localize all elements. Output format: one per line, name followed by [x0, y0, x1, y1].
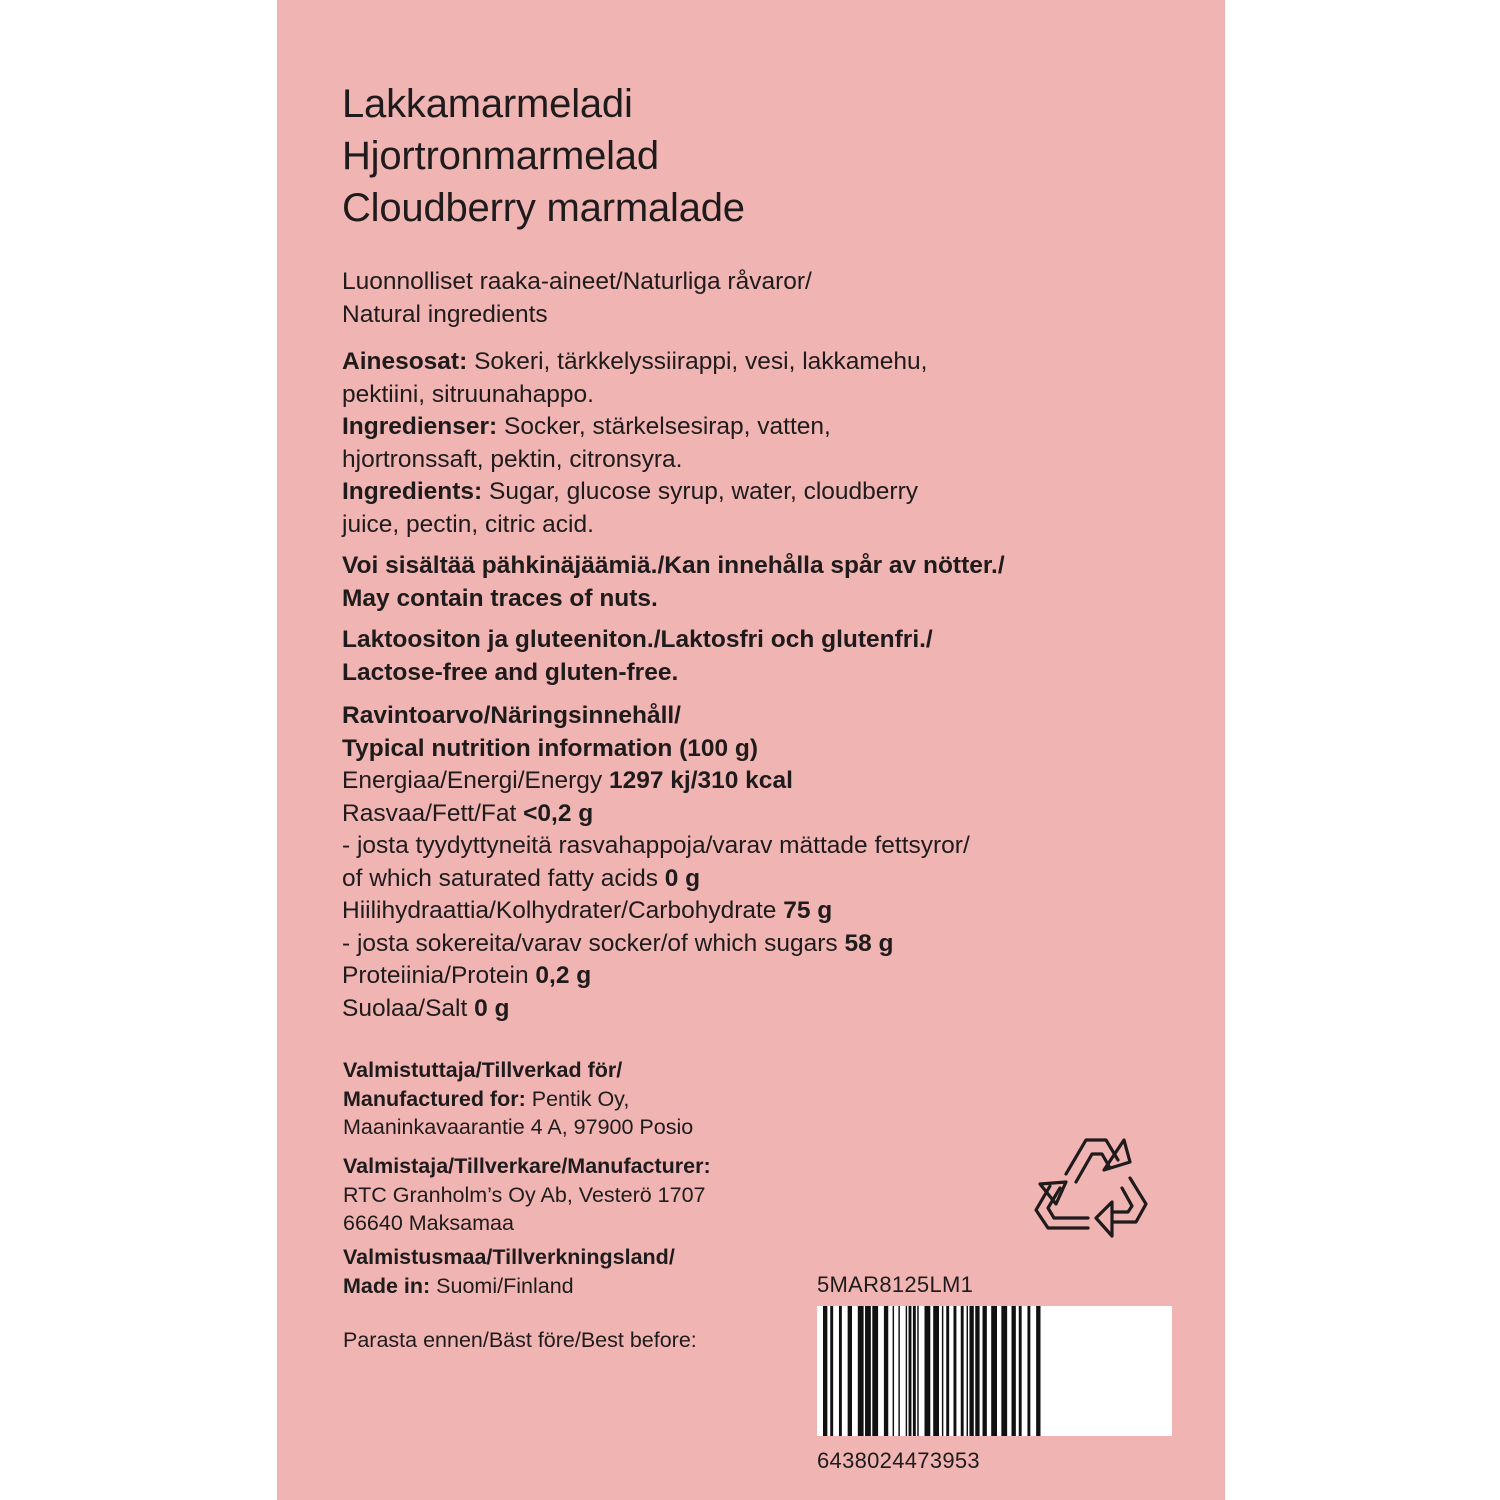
ingredients-fi-text: Sokeri, tärkkelyssiirappi, vesi, lakkamehu,: [467, 348, 928, 375]
nutrition-value: 0,2 g: [535, 962, 592, 989]
nutrition-row-saturated-heading: [342, 830, 970, 863]
barcode-bar: [865, 1306, 871, 1436]
nutrition-value: 0 g: [474, 994, 510, 1022]
barcode-bar: [872, 1306, 878, 1436]
nutrition-table: [342, 700, 970, 1025]
nutrition-value: 1297 kj/310 kcal: [608, 767, 793, 794]
ingredients-sv-label: Ingredienser:: [342, 413, 498, 440]
manufacturer-label: Valmistaja/Tillverkare/Manufacturer:: [343, 1154, 711, 1178]
barcode-bar: [983, 1306, 987, 1436]
made-in-block: [343, 1243, 675, 1300]
barcode-bar: [839, 1306, 842, 1436]
nutrition-label: Hiilihydraattia/Kolhydrater/Carbohydrate: [342, 897, 784, 924]
natural-line-2: Natural ingredients: [342, 300, 548, 328]
barcode-bar: [925, 1306, 931, 1436]
made-in-label-2: Made in:: [343, 1273, 431, 1298]
nut-warning-line-2: May contain traces of nuts.: [342, 584, 658, 612]
ingredients-en-text: Sugar, glucose syrup, water, cloudberry: [482, 478, 919, 505]
nutrition-value: <0,2 g: [523, 799, 594, 827]
title-english: Cloudberry marmalade: [342, 186, 745, 230]
title-swedish: Hjortronmarmelad: [342, 134, 659, 178]
nutrition-label: Suolaa/Salt: [342, 994, 475, 1022]
nut-warning-line-1: Voi sisältää pähkinäjäämiä./Kan innehålla spår av nötter./: [342, 552, 1005, 579]
manufacturer-company: RTC Granholm’s Oy Ab, Vesterö 1707: [343, 1182, 706, 1207]
nutrition-row-protein: [342, 960, 970, 993]
nutrition-row-carbohydrate: [342, 895, 970, 928]
barcode-bar: [1019, 1306, 1022, 1436]
nutrition-value: 0 g: [664, 864, 701, 892]
manufactured-for-label-2: Manufactured for:: [343, 1086, 526, 1111]
nutrition-label: Energiaa/Energi/Energy: [342, 767, 609, 794]
nutrition-header-2: Typical nutrition information (100 g): [342, 734, 759, 762]
made-in-label-1: Valmistusmaa/Tillverkningsland/: [343, 1245, 675, 1269]
ingredients-en-label: Ingredients:: [342, 478, 483, 505]
nut-warning: [342, 550, 1005, 615]
ingredients-sv-text: Socker, stärkelsesirap, vatten,: [497, 413, 831, 440]
barcode-bar: [1036, 1306, 1040, 1436]
barcode-bar: [830, 1306, 833, 1436]
manufacturer-block: [343, 1152, 711, 1238]
nutrition-label: of which saturated fatty acids: [342, 864, 665, 892]
nutrition-row-salt: [342, 993, 970, 1026]
made-in-country: Suomi/Finland: [430, 1273, 574, 1298]
nutrition-label: Proteiinia/Protein: [342, 962, 536, 989]
manufactured-for-block: [343, 1056, 693, 1142]
manufactured-for-company: Pentik Oy,: [525, 1086, 630, 1111]
barcode-bar: [898, 1306, 899, 1436]
nutrition-label: - josta tyydyttyneitä rasvahappoja/varav mättade fettsyror/: [342, 832, 970, 859]
nutrition-label: - josta sokereita/varav socker/of which sugars: [342, 929, 845, 957]
ingredients-sv-text-2: hjortronssaft, pektin, citronsyra.: [342, 445, 683, 473]
barcode-bar: [823, 1306, 827, 1436]
ingredients-fi: [342, 346, 928, 379]
nutrition-value: 75 g: [783, 897, 833, 924]
barcode-bar: [991, 1306, 997, 1436]
barcode-bar: [858, 1306, 864, 1436]
barcode-bar: [884, 1306, 888, 1436]
ean-number: 6438024473953: [817, 1448, 980, 1473]
barcode-bar: [848, 1306, 852, 1436]
nutrition-value: 58 g: [844, 929, 894, 957]
barcode-bar: [917, 1306, 918, 1436]
allergen-free-line-2: Lactose-free and gluten-free.: [342, 658, 679, 686]
manufactured-for-line: [343, 1085, 693, 1114]
barcode-bar: [933, 1306, 939, 1436]
product-title: [342, 78, 745, 234]
ingredients-fi-label: Ainesosat:: [342, 348, 468, 375]
barcode-bar: [909, 1306, 912, 1436]
product-label: [277, 0, 1225, 1500]
nutrition-row-fat: [342, 798, 970, 831]
made-in-line: [343, 1272, 675, 1301]
ingredients-sv: [342, 411, 928, 444]
barcode-bar: [906, 1306, 907, 1436]
title-finnish: Lakkamarmeladi: [342, 82, 633, 126]
barcode-bar: [975, 1306, 979, 1436]
barcode-bar: [942, 1306, 943, 1436]
product-code: 5MAR8125LM1: [817, 1272, 974, 1297]
best-before: Parasta ennen/Bäst före/Best before:: [343, 1328, 697, 1352]
allergen-free-line-1: Laktoositon ja gluteeniton./Laktosfri och glutenfri./: [342, 626, 933, 653]
barcode-bar: [1001, 1306, 1007, 1436]
nutrition-header-1: Ravintoarvo/Näringsinnehåll/: [342, 702, 681, 729]
allergen-free-note: [342, 624, 933, 689]
barcode-bar: [961, 1306, 964, 1436]
nutrition-row-saturated: [342, 863, 970, 896]
barcode-bar: [1027, 1306, 1030, 1436]
ingredients-en: [342, 476, 928, 509]
barcode-bar: [913, 1306, 916, 1436]
nutrition-row-energy: [342, 765, 970, 798]
ingredients-block: [342, 346, 928, 541]
manufacturer-postcode: 66640 Maksamaa: [343, 1211, 514, 1235]
barcode-bar: [946, 1306, 949, 1436]
barcode-bar: [967, 1306, 968, 1436]
manufactured-for-address: Maaninkavaarantie 4 A, 97900 Posio: [343, 1115, 694, 1139]
barcode-bar: [969, 1306, 973, 1436]
natural-ingredients-note: [342, 266, 812, 331]
recycle-icon: [1032, 1130, 1150, 1242]
manufactured-for-label-1: Valmistuttaja/Tillverkad för/: [343, 1058, 623, 1082]
nutrition-row-sugars: [342, 928, 970, 961]
barcode-bar: [893, 1306, 894, 1436]
nutrition-label: Rasvaa/Fett/Fat: [342, 799, 524, 827]
ingredients-en-text-2: juice, pectin, citric acid.: [342, 510, 594, 538]
barcode-bar: [954, 1306, 957, 1436]
natural-line-1: Luonnolliset raaka-aineet/Naturliga råvaror/: [342, 268, 812, 295]
ingredients-fi-text-2: pektiini, sitruunahappo.: [342, 380, 594, 408]
barcode: [817, 1306, 1172, 1436]
barcode-bar: [1012, 1306, 1016, 1436]
